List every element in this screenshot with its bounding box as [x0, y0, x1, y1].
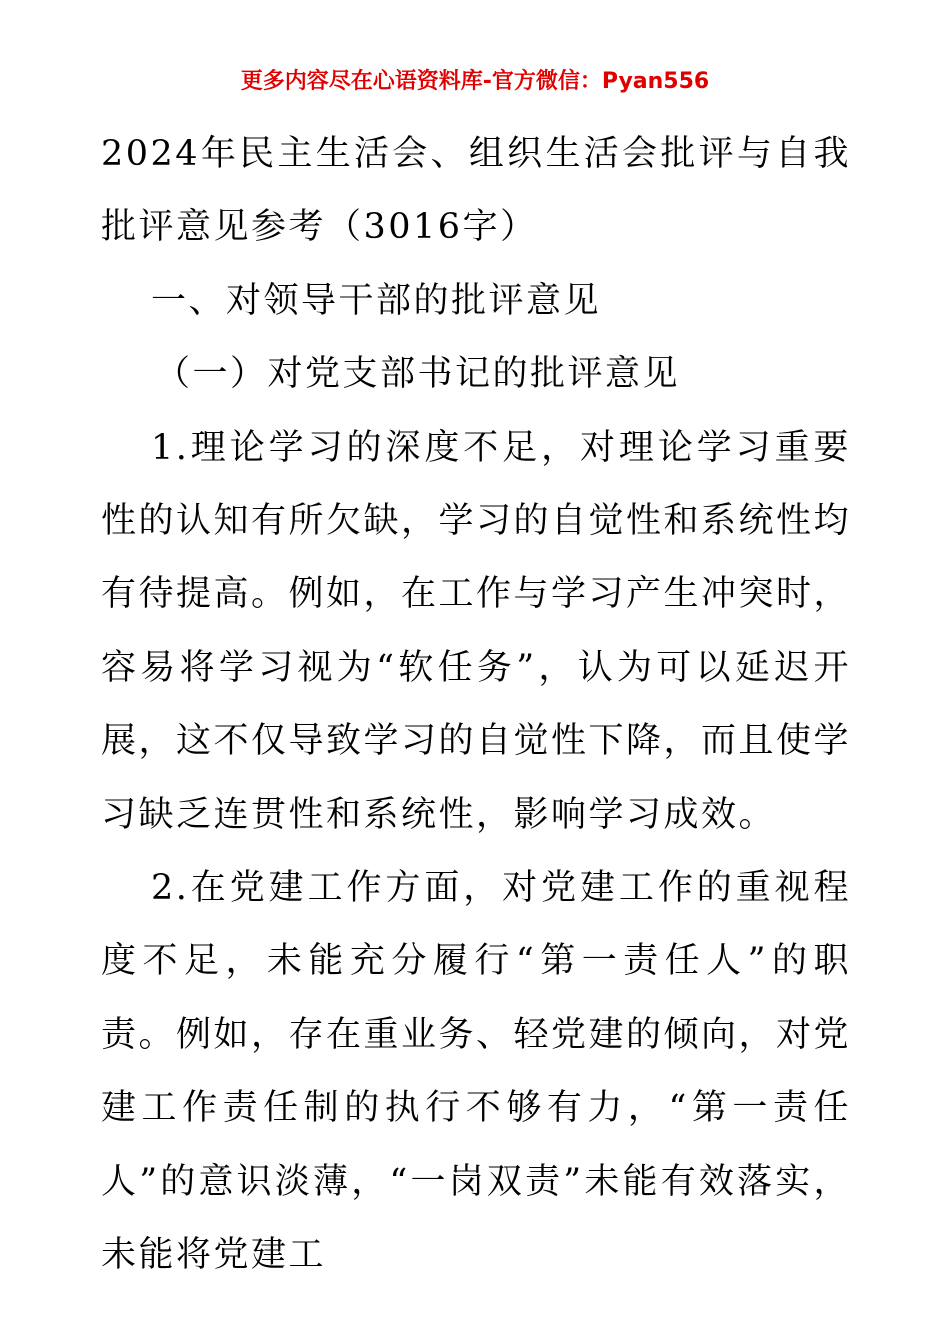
- document-body: [101, 118, 851, 1293]
- subsection-heading: （一）对党支部书记的批评意见: [155, 354, 681, 395]
- paragraph-1: 1.理论学习的深度不足，对理论学习重要性的认知有所欠缺，学习的自觉性和系统性均有待提高。例如，在工作与学习产生冲突时，容易将学习视为“软任务”，认为可以延迟开展，这不仅导致学习的自觉性下降，而且使学习缺乏连贯性和系统性，影响学习成效。: [101, 427, 852, 835]
- document-title: 2024年民主生活会、组织生活会批评与自我批评意见参考（3016字）: [101, 134, 851, 248]
- section-heading: 一、对领导干部的批评意见: [151, 280, 602, 321]
- paragraph-2: 2.在党建工作方面，对党建工作的重视程度不足，未能充分履行“第一责任人”的职责。例如，存在重业务、轻党建的倾向，对党建工作责任制的执行不够有力，“第一责任人”的意识淡薄，“一岗双责”未能有效落实，未能将党建工: [101, 868, 852, 1276]
- watermark-banner: 更多内容尽在心语资料库-官方微信：Pyan556: [240, 69, 710, 94]
